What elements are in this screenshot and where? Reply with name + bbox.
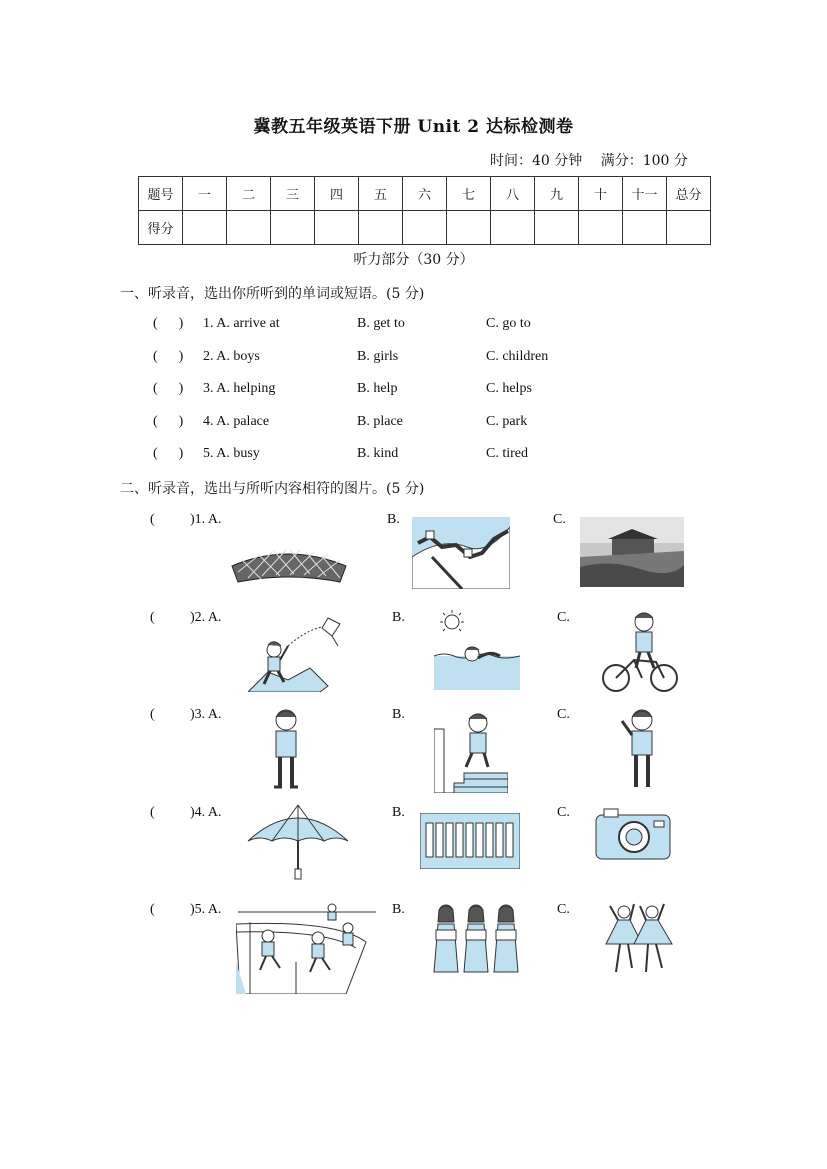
score-input-cell[interactable] [183,211,227,245]
option-a-label: )4. A. [190,805,222,820]
option-c: C. tired [486,446,528,461]
score-input-cell[interactable] [271,211,315,245]
option-a: 5. A. busy [203,446,260,461]
picture-question-row [150,805,710,895]
option-b: B. place [357,414,403,429]
option-b-label: B. [392,610,405,625]
option-c-label: C. [557,610,570,625]
answer-paren[interactable]: ( [150,707,176,722]
option-c: C. go to [486,316,531,331]
score-header-cell: 总分 [667,177,711,211]
score-input-cell[interactable] [359,211,403,245]
answer-paren[interactable]: ( ) [153,349,184,364]
option-a-label: )1. A. [190,512,222,527]
answer-paren[interactable]: ( ) [153,381,184,396]
score-row-label: 得分 [139,211,183,245]
answer-paren[interactable]: ( ) [153,446,184,461]
answer-paren[interactable]: ( ) [153,316,184,331]
option-b-label: B. [392,707,405,722]
score-header-cell: 十 [579,177,623,211]
boy-waving-picture[interactable] [620,707,662,793]
boy-standing-thinking-picture[interactable] [268,707,304,793]
score-input-cell[interactable] [491,211,535,245]
score-header-cell: 八 [491,177,535,211]
option-c: C. park [486,414,528,429]
score-input-cell[interactable] [403,211,447,245]
score-header-cell: 五 [359,177,403,211]
section1-title: 一、听录音，选出你所听到的单词或短语。(5 分) [120,286,425,302]
score-header-cell: 四 [315,177,359,211]
option-c-label: C. [557,707,570,722]
option-c: C. helps [486,381,532,396]
score-input-cell[interactable] [447,211,491,245]
great-wall-picture[interactable] [412,517,510,589]
boy-sitting-on-steps-picture[interactable] [434,707,508,793]
score-header-cell: 七 [447,177,491,211]
girls-dancing-picture[interactable] [600,902,680,982]
listening-section-title: 听力部分（30 分） [353,252,474,268]
answer-paren[interactable]: ( [150,902,176,917]
bird-nest-stadium-picture[interactable] [228,542,350,584]
crayons-box-picture[interactable] [420,813,520,869]
answer-paren[interactable]: ( [150,805,176,820]
option-a-label: )3. A. [190,707,222,722]
option-b-label: B. [392,805,405,820]
section2-title: 二、听录音，选出与所听内容相符的图片。(5 分) [120,481,425,497]
score-table-header-row [139,177,711,211]
girls-singing-picture[interactable] [430,902,522,982]
option-a: 2. A. boys [203,349,260,364]
score-table-score-row [139,211,711,245]
score-header-cell: 一 [183,177,227,211]
full-score: 满分：100 分 [600,153,688,169]
option-a-label: )2. A. [190,610,222,625]
option-b: B. girls [357,349,399,364]
answer-paren[interactable]: ( [150,610,176,625]
page-title: 冀教五年级英语下册 Unit 2 达标检测卷 [253,117,574,137]
score-header-cell: 三 [271,177,315,211]
option-b-label: B. [387,512,400,527]
score-table [138,176,711,245]
score-header-cell: 题号 [139,177,183,211]
picture-question-row [150,902,710,992]
score-header-cell: 六 [403,177,447,211]
score-header-cell: 十一 [623,177,667,211]
option-a-label: )5. A. [190,902,222,917]
score-input-cell[interactable] [667,211,711,245]
option-b: B. get to [357,316,405,331]
score-header-cell: 二 [227,177,271,211]
option-a: 1. A. arrive at [203,316,280,331]
score-input-cell[interactable] [623,211,667,245]
score-input-cell[interactable] [315,211,359,245]
palace-photo-picture[interactable] [580,517,684,587]
camera-picture[interactable] [594,805,672,861]
option-c-label: C. [553,512,566,527]
option-a: 4. A. palace [203,414,270,429]
option-b-label: B. [392,902,405,917]
option-a: 3. A. helping [203,381,276,396]
picture-question-row [150,512,710,602]
picture-question-row [150,707,710,797]
score-input-cell[interactable] [579,211,623,245]
answer-paren[interactable]: ( [150,512,176,527]
answer-paren[interactable]: ( ) [153,414,184,429]
umbrella-picture[interactable] [246,801,350,881]
option-b: B. kind [357,446,399,461]
boy-flying-kite-picture[interactable] [248,616,348,692]
score-input-cell[interactable] [535,211,579,245]
option-c-label: C. [557,805,570,820]
time-limit: 时间：40 分钟 [490,153,583,169]
picture-question-row [150,610,710,700]
exam-meta [490,150,702,170]
boy-riding-bike-picture[interactable] [600,610,680,694]
score-header-cell: 九 [535,177,579,211]
option-c: C. children [486,349,549,364]
children-running-picture[interactable] [236,902,376,994]
option-b: B. help [357,381,398,396]
option-c-label: C. [557,902,570,917]
score-input-cell[interactable] [227,211,271,245]
boy-swimming-picture[interactable] [434,610,520,690]
